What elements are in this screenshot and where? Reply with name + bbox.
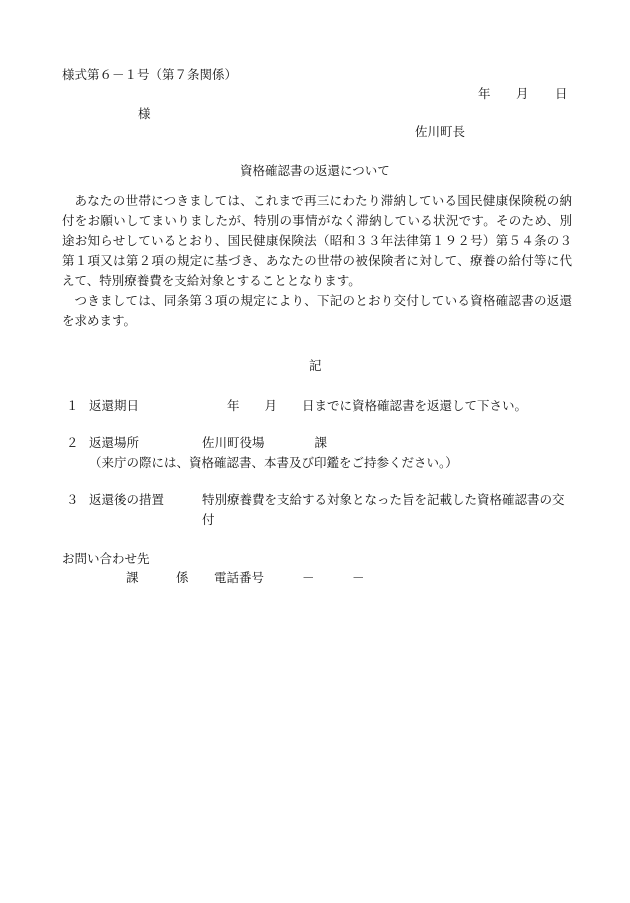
item-content: 佐川町役場 課 — [202, 435, 328, 450]
contact-dash-2: － — [352, 570, 365, 585]
item-note: （来庁の際には、資格確認書、本書及び印鑑をご持参ください。） — [89, 455, 458, 470]
date-year-label: 年 — [478, 86, 491, 101]
body-paragraph-2: つきましては、同条第３項の規定により、下記のとおり交付している資格確認書の返還を求めます。 — [62, 293, 572, 328]
item-label: 返還期日 — [89, 398, 140, 413]
body-paragraph-1: あなたの世帯につきましては、これまで再三にわたり滞納している国民健康保険税の納付をお願いしてまいりましたが、特別の事情がなく滞納している状況です。そのため、別途お知らせしているとおり、国民健康保険法（昭和３３年法律第１９２号）第５４条の３第１項又は第２項の規定に基づき、あなたの世帯の被保険者に対して、療養の給付等に代えて、特別療養費を支給対象とすることとなります。 — [62, 193, 572, 288]
page-title: 資格確認書の返還について — [240, 163, 390, 178]
form-number: 様式第６－１号（第７条関係） — [62, 67, 238, 82]
item-content: 年 月 日までに資格確認書を返還して下さい。 — [227, 398, 528, 413]
contact-dash-1: － — [302, 570, 315, 585]
addressee-suffix: 様 — [138, 106, 151, 121]
item-content-line2: 付 — [202, 512, 215, 527]
date-month-label: 月 — [516, 86, 529, 101]
item-number: １ — [66, 398, 79, 413]
sender: 佐川町長 — [415, 124, 466, 139]
ki-heading: 記 — [309, 358, 322, 373]
date-day-label: 日 — [555, 86, 568, 101]
contact-heading: お問い合わせ先 — [62, 551, 150, 566]
contact-ka: 課 — [126, 570, 139, 585]
item-number: ２ — [66, 435, 79, 450]
contact-kakari: 係 — [176, 570, 189, 585]
item-label: 返還場所 — [89, 435, 140, 450]
item-number: ３ — [66, 492, 79, 507]
item-content-line1: 特別療養費を支給する対象となった旨を記載した資格確認書の交 — [202, 492, 565, 507]
contact-phone-label: 電話番号 — [214, 570, 265, 585]
item-label: 返還後の措置 — [89, 492, 165, 507]
